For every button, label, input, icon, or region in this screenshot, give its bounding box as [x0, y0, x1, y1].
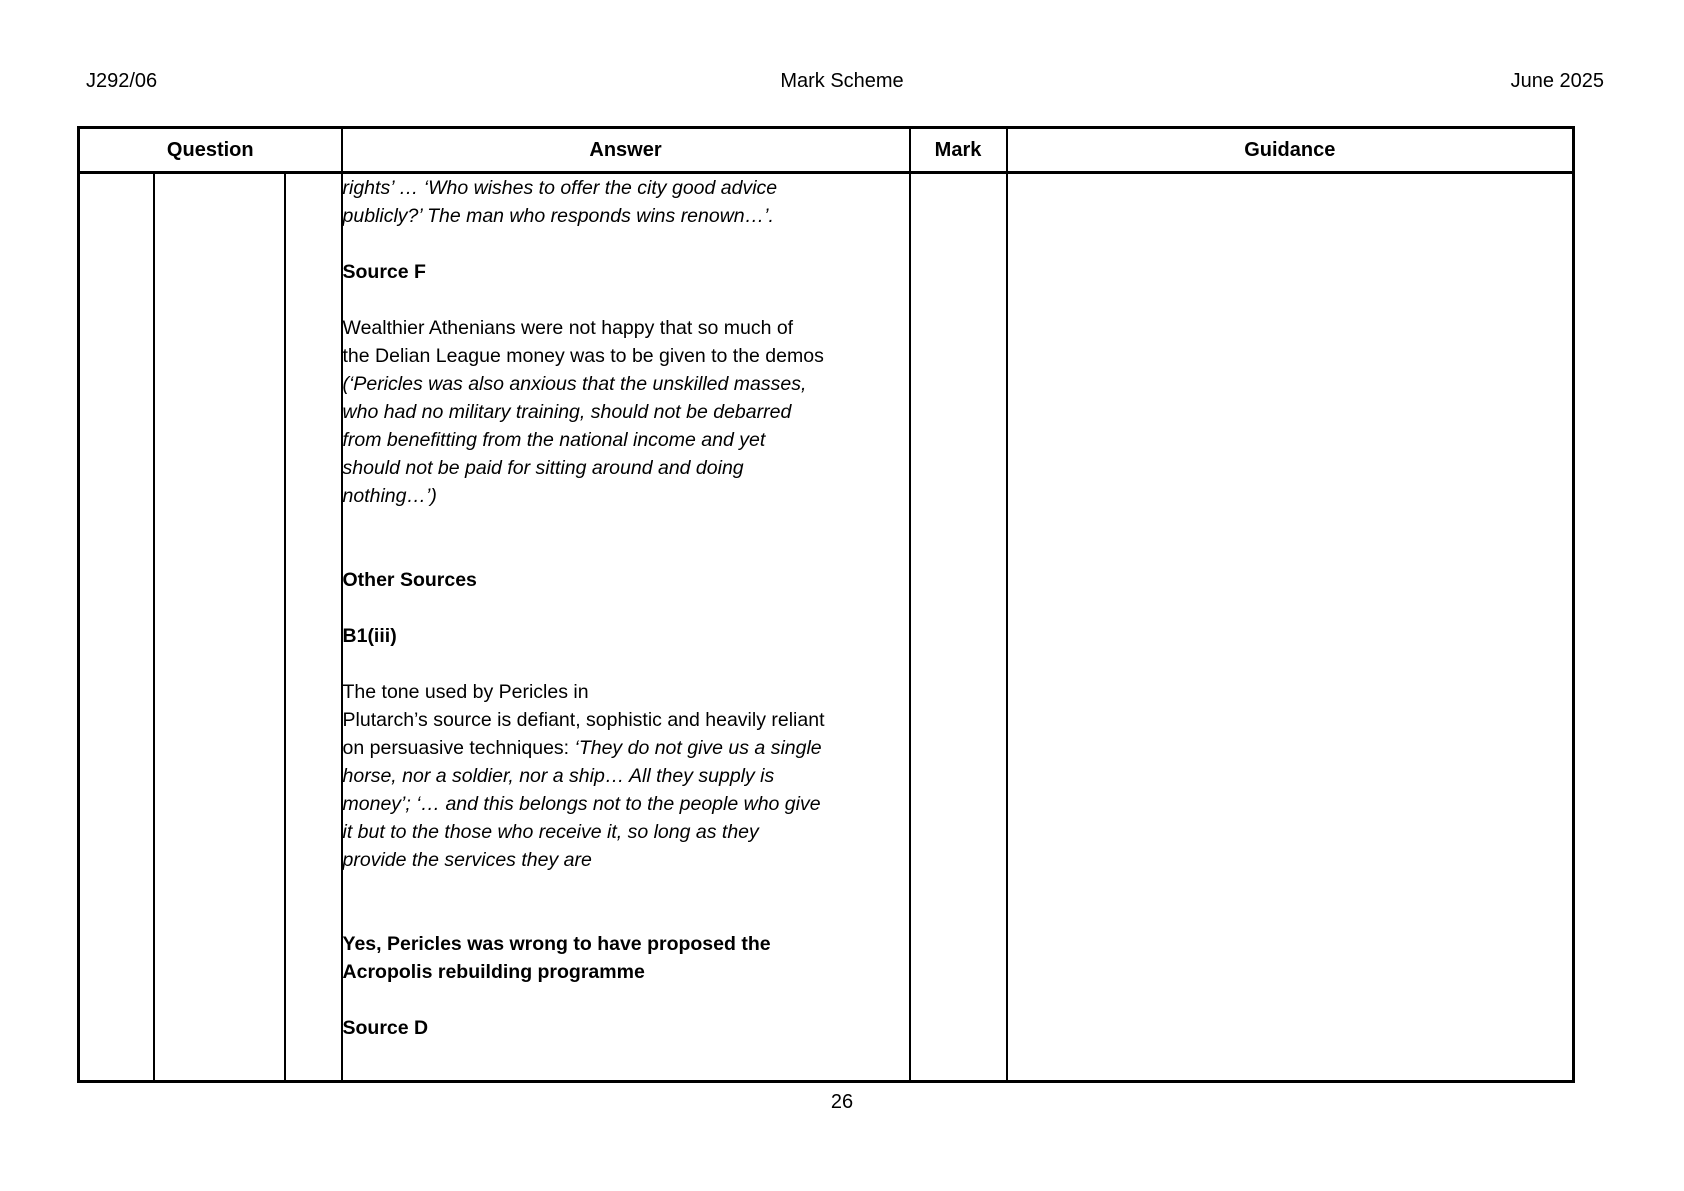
text-line: horse, nor a soldier, nor a ship… All they supply is	[342, 765, 775, 787]
answer-cell	[342, 173, 910, 1082]
column-header-question: Question	[79, 128, 342, 173]
question-number-cell	[79, 173, 154, 1082]
b1iii-body	[343, 678, 909, 874]
text-line: Yes, Pericles was wrong to have proposed the	[342, 933, 771, 955]
text-line: rights’ … ‘Who wishes to offer the city good advice	[342, 177, 778, 199]
text-line: (‘Pericles was also anxious that the unskilled masses,	[342, 373, 807, 395]
column-header-mark: Mark	[910, 128, 1007, 173]
text-line: Plutarch’s source is defiant, sophistic and heavily reliant	[342, 709, 825, 731]
table-header-row	[79, 128, 1574, 173]
text-line: The tone used by Pericles in	[342, 681, 589, 703]
quote-continuation	[343, 174, 909, 230]
mark-scheme-table	[77, 126, 1575, 1083]
text-line: B1(iii)	[342, 625, 397, 647]
doc-date: June 2025	[1510, 70, 1604, 92]
source-d-heading	[343, 1014, 909, 1042]
text-line: who had no military training, should not be debarred	[342, 401, 792, 423]
text-line: from benefitting from the national income and yet	[342, 429, 766, 451]
question-subpart-cell	[154, 173, 285, 1082]
yes-pericles-wrong-heading	[343, 930, 909, 986]
text-line: Wealthier Athenians were not happy that so much of	[342, 317, 794, 339]
text-line: publicly?’ The man who responds wins renown…’.	[342, 205, 774, 227]
b1iii-heading	[343, 622, 909, 650]
running-header	[0, 68, 1684, 94]
source-f-heading	[343, 258, 909, 286]
text-line: money’; ‘… and this belongs not to the people who give	[342, 793, 821, 815]
text-line: provide the services they are	[342, 849, 592, 871]
mark-cell	[910, 173, 1007, 1082]
column-header-answer: Answer	[342, 128, 910, 173]
source-f-body	[343, 314, 909, 510]
text-line: nothing…’)	[342, 485, 437, 507]
question-subsubpart-cell	[285, 173, 342, 1082]
text-line: the Delian League money was to be given to the demos	[342, 345, 824, 367]
doc-code: J292/06	[86, 70, 158, 92]
table-body-row	[79, 173, 1574, 1082]
text-line: should not be paid for sitting around and doing	[342, 457, 744, 479]
doc-title: Mark Scheme	[780, 70, 904, 92]
guidance-cell	[1007, 173, 1574, 1082]
column-header-guidance: Guidance	[1007, 128, 1574, 173]
page-number: 26	[830, 1091, 854, 1113]
page-footer	[0, 1091, 1684, 1114]
text-line: Source D	[342, 1017, 429, 1039]
other-sources-heading	[343, 566, 909, 594]
answer-cell-content	[343, 174, 909, 1042]
text-line: Source F	[342, 261, 426, 283]
text-line: on persuasive techniques: ‘They do not give us a single	[342, 737, 822, 759]
text-line: Acropolis rebuilding programme	[342, 961, 645, 983]
text-line: it but to the those who receive it, so long as they	[342, 821, 759, 843]
text-line: Other Sources	[342, 569, 477, 591]
